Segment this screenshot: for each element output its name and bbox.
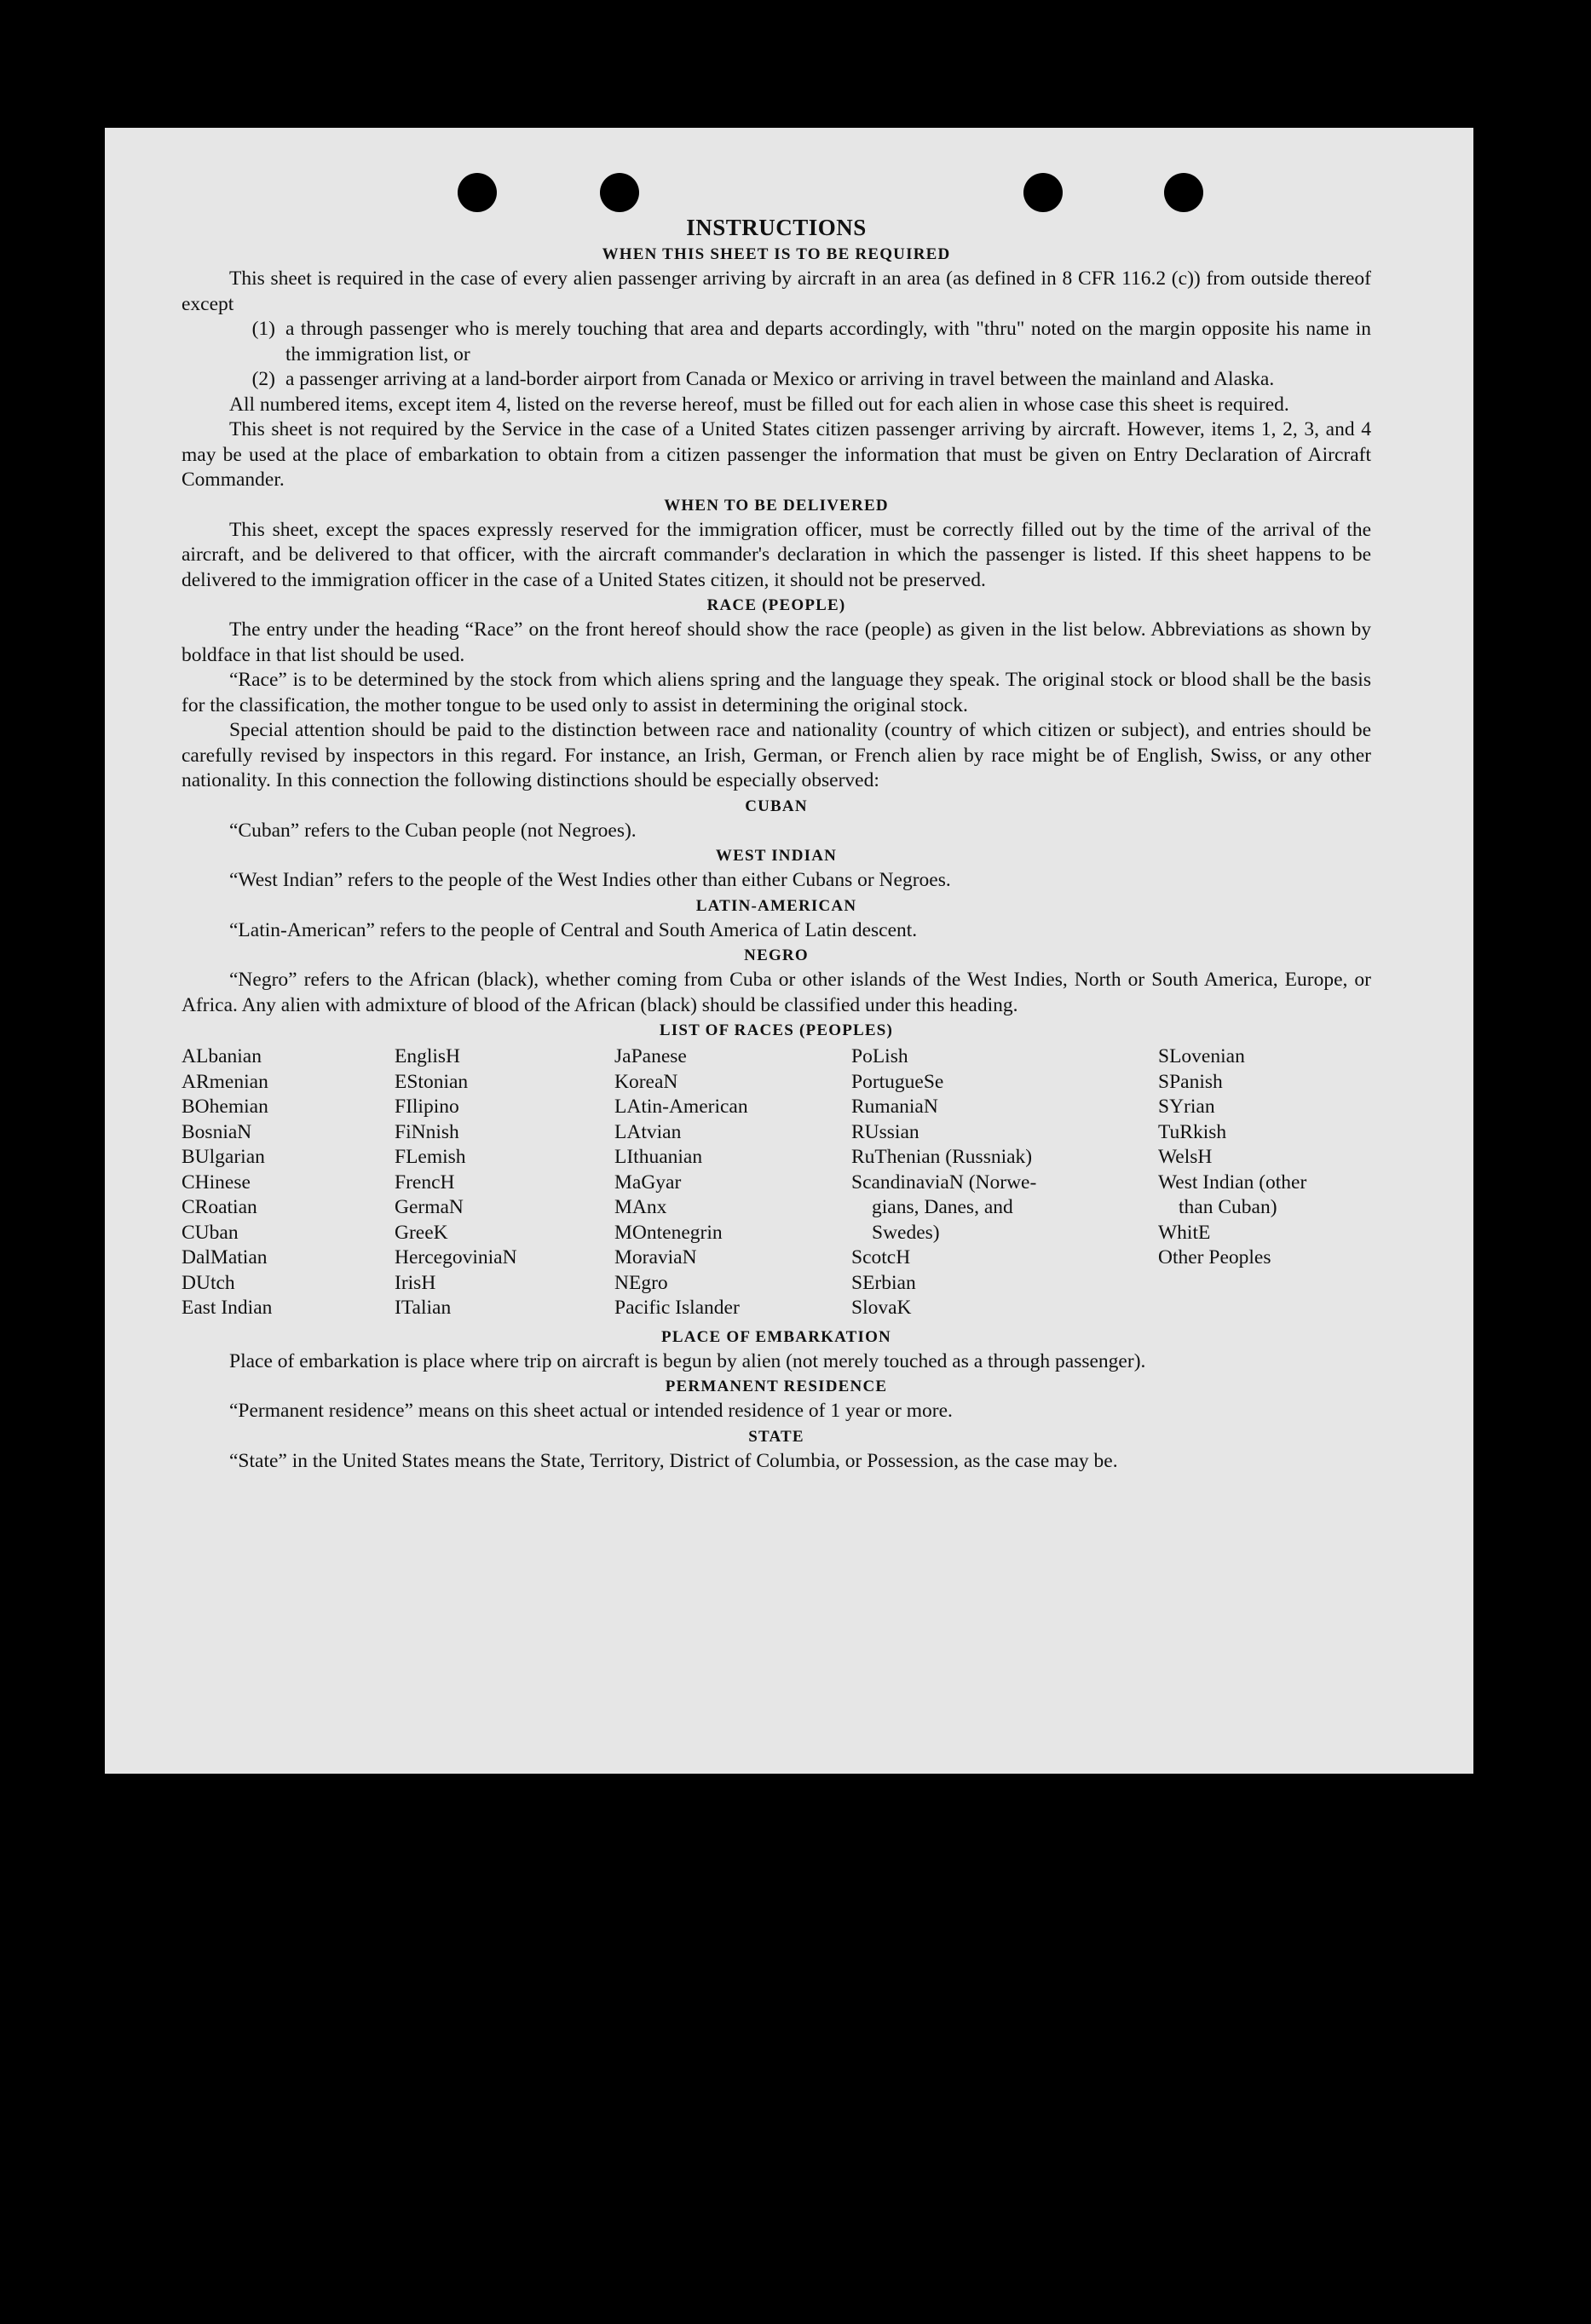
paragraph: “Permanent residence” means on this sheet actual or intended residence of 1 year or more. xyxy=(229,1400,953,1422)
race-entry: gians, Danes, and xyxy=(872,1196,1013,1218)
section-heading: PERMANENT RESIDENCE xyxy=(665,1378,888,1395)
race-entry: DUtch xyxy=(182,1271,235,1294)
race-entry: CRoatian xyxy=(182,1196,257,1218)
race-entry: FIlipino xyxy=(395,1096,459,1118)
item-number: (1) xyxy=(251,318,275,340)
race-entry: ALbanian xyxy=(182,1045,262,1067)
paragraph: “West Indian” refers to the people of the West Indies other than either Cubans or Negroes. xyxy=(229,869,951,891)
section-heading: NEGRO xyxy=(744,946,809,964)
race-entry: SLovenian xyxy=(1158,1045,1245,1067)
race-entry: PoLish xyxy=(851,1045,908,1067)
race-entry: KoreaN xyxy=(614,1070,678,1093)
section-heading: PLACE OF EMBARKATION xyxy=(661,1327,891,1346)
race-entry: BosniaN xyxy=(182,1120,252,1143)
race-entry: ARmenian xyxy=(182,1070,268,1093)
races-column xyxy=(614,1044,851,1321)
race-entry: West Indian (other xyxy=(1158,1171,1307,1194)
race-entry: RuThenian (Russniak) xyxy=(851,1146,1033,1168)
races-column xyxy=(182,1044,395,1321)
paragraph: Place of embarkation is place where trip on aircraft is begun by alien (not merely touched as a through passenger). xyxy=(229,1349,1146,1372)
section-heading: RACE (PEOPLE) xyxy=(706,596,846,614)
section-heading: WHEN TO BE DELIVERED xyxy=(664,496,889,515)
race-entry: SlovaK xyxy=(851,1297,912,1319)
races-column xyxy=(851,1044,1158,1321)
race-entry: than Cuban) xyxy=(1179,1196,1277,1218)
race-entry: FiNnish xyxy=(395,1120,459,1143)
race-entry: JaPanese xyxy=(614,1045,687,1067)
section-heading: LATIN-AMERICAN xyxy=(695,896,857,915)
paragraph: Special attention should be paid to the distinction between race and nationality (country of which citizen or subject), and entries should be carefully revised by inspectors in this regard. For instance, an Irish, German, or French alien by race might be of English, Swiss, or any other nationality. In this connection the following distinctions should be especially observed: xyxy=(182,719,1371,791)
document-title: INSTRUCTIONS xyxy=(686,215,867,240)
race-entry: CUban xyxy=(182,1221,239,1244)
list-item xyxy=(182,367,1371,393)
race-entry: MaGyar xyxy=(614,1171,682,1194)
race-entry: SErbian xyxy=(851,1271,916,1294)
punch-hole xyxy=(458,173,497,212)
race-entry: Swedes) xyxy=(872,1221,940,1244)
item-text: a through passenger who is merely touching that area and departs accordingly, with "thru" noted on the margin opposite his name in the immigration list, or xyxy=(285,318,1371,365)
race-entry: BOhemian xyxy=(182,1096,268,1118)
race-entry: PortugueSe xyxy=(851,1070,944,1093)
paragraph: The entry under the heading “Race” on the front hereof should show the race (people) as given in the list below. Abbreviations as shown by boldface in that list should be used. xyxy=(182,618,1371,666)
race-entry: MOntenegrin xyxy=(614,1221,723,1244)
race-entry: MAnx xyxy=(614,1196,667,1218)
race-entry: RUssian xyxy=(851,1120,919,1143)
race-entry: EStonian xyxy=(395,1070,469,1093)
paragraph: This sheet is not required by the Service in the case of a United States citizen passenger arriving by aircraft. However, items 1, 2, 3, and 4 may be used at the place of embarkation to obtain from a citizen passenger the information that must be given on Entry Declaration of Aircraft Commander. xyxy=(182,418,1371,491)
race-entry: WhitE xyxy=(1158,1221,1211,1244)
race-entry: SPanish xyxy=(1158,1070,1223,1093)
races-column xyxy=(395,1044,614,1321)
paragraph: “Negro” refers to the African (black), whether coming from Cuba or other islands of the West Indies, North or South America, Europe, or Africa. Any alien with admixture of blood of the African (black) should be classified under this heading. xyxy=(182,969,1371,1016)
paragraph: “Race” is to be determined by the stock from which aliens spring and the language they speak. The original stock or blood shall be the basis for the classification, the mother tongue to be used only to assist in determining the original stock. xyxy=(182,669,1371,716)
race-entry: DalMatian xyxy=(182,1246,268,1268)
race-entry: GreeK xyxy=(395,1221,448,1244)
race-entry: BUlgarian xyxy=(182,1146,265,1168)
race-entry: LIthuanian xyxy=(614,1146,703,1168)
paragraph: “State” in the United States means the State, Territory, District of Columbia, or Possession, as the case may be. xyxy=(229,1449,1118,1472)
section-heading: STATE xyxy=(748,1427,804,1446)
race-entry: EnglisH xyxy=(395,1045,461,1067)
paragraph: “Latin-American” refers to the people of Central and South America of Latin descent. xyxy=(229,918,918,941)
race-entry: LAtin-American xyxy=(614,1096,748,1118)
punch-hole xyxy=(1023,173,1063,212)
race-entry: Other Peoples xyxy=(1158,1246,1271,1268)
races-table xyxy=(182,1044,1371,1321)
section-heading: WEST INDIAN xyxy=(715,847,838,865)
race-entry: TuRkish xyxy=(1158,1120,1227,1143)
section-heading: CUBAN xyxy=(745,797,808,815)
race-entry: GermaN xyxy=(395,1196,464,1218)
race-entry: WelsH xyxy=(1158,1146,1213,1168)
race-entry: IrisH xyxy=(395,1271,436,1294)
race-entry: MoraviaN xyxy=(614,1246,697,1268)
race-entry: ScotcH xyxy=(851,1246,911,1268)
document-sheet xyxy=(105,128,1473,1774)
race-entry: SYrian xyxy=(1158,1096,1215,1118)
race-entry: NEgro xyxy=(614,1271,668,1294)
paragraph: This sheet, except the spaces expressly reserved for the immigration officer, must be correctly filled out by the time of the arrival of the aircraft, and be delivered to that officer, with the aircraft commander's declaration in which the passenger is listed. If this sheet happens to be delivered to the immigration officer in the case of a United States citizen, it should not be preserved. xyxy=(182,518,1371,591)
race-entry: East Indian xyxy=(182,1297,273,1319)
race-entry: ITalian xyxy=(395,1297,452,1319)
item-text: a passenger arriving at a land-border airport from Canada or Mexico or arriving in travel between the mainland and Alaska. xyxy=(285,368,1275,390)
races-column xyxy=(1158,1044,1371,1321)
race-entry: RumaniaN xyxy=(851,1096,938,1118)
punch-hole xyxy=(600,173,639,212)
list-item xyxy=(182,317,1371,367)
race-entry: LAtvian xyxy=(614,1120,682,1143)
document-body xyxy=(182,213,1371,1474)
race-entry: FrencH xyxy=(395,1171,455,1194)
race-entry: FLemish xyxy=(395,1146,466,1168)
race-entry: Pacific Islander xyxy=(614,1297,740,1319)
race-entry: CHinese xyxy=(182,1171,251,1194)
paragraph: All numbered items, except item 4, listed on the reverse hereof, must be filled out for each alien in whose case this sheet is required. xyxy=(229,393,1289,416)
race-entry: ScandinaviaN (Norwe- xyxy=(851,1171,1037,1194)
item-number: (2) xyxy=(251,368,275,390)
section-heading: LIST OF RACES (PEOPLES) xyxy=(659,1021,894,1039)
race-entry: HercegoviniaN xyxy=(395,1246,517,1268)
paragraph: This sheet is required in the case of every alien passenger arriving by aircraft in an area (as defined in 8 CFR 116.2 (c)) from outside thereof except xyxy=(182,267,1371,315)
paragraph: “Cuban” refers to the Cuban people (not Negroes). xyxy=(229,819,637,842)
punch-hole xyxy=(1164,173,1203,212)
section-heading: WHEN THIS SHEET IS TO BE REQUIRED xyxy=(602,245,951,263)
